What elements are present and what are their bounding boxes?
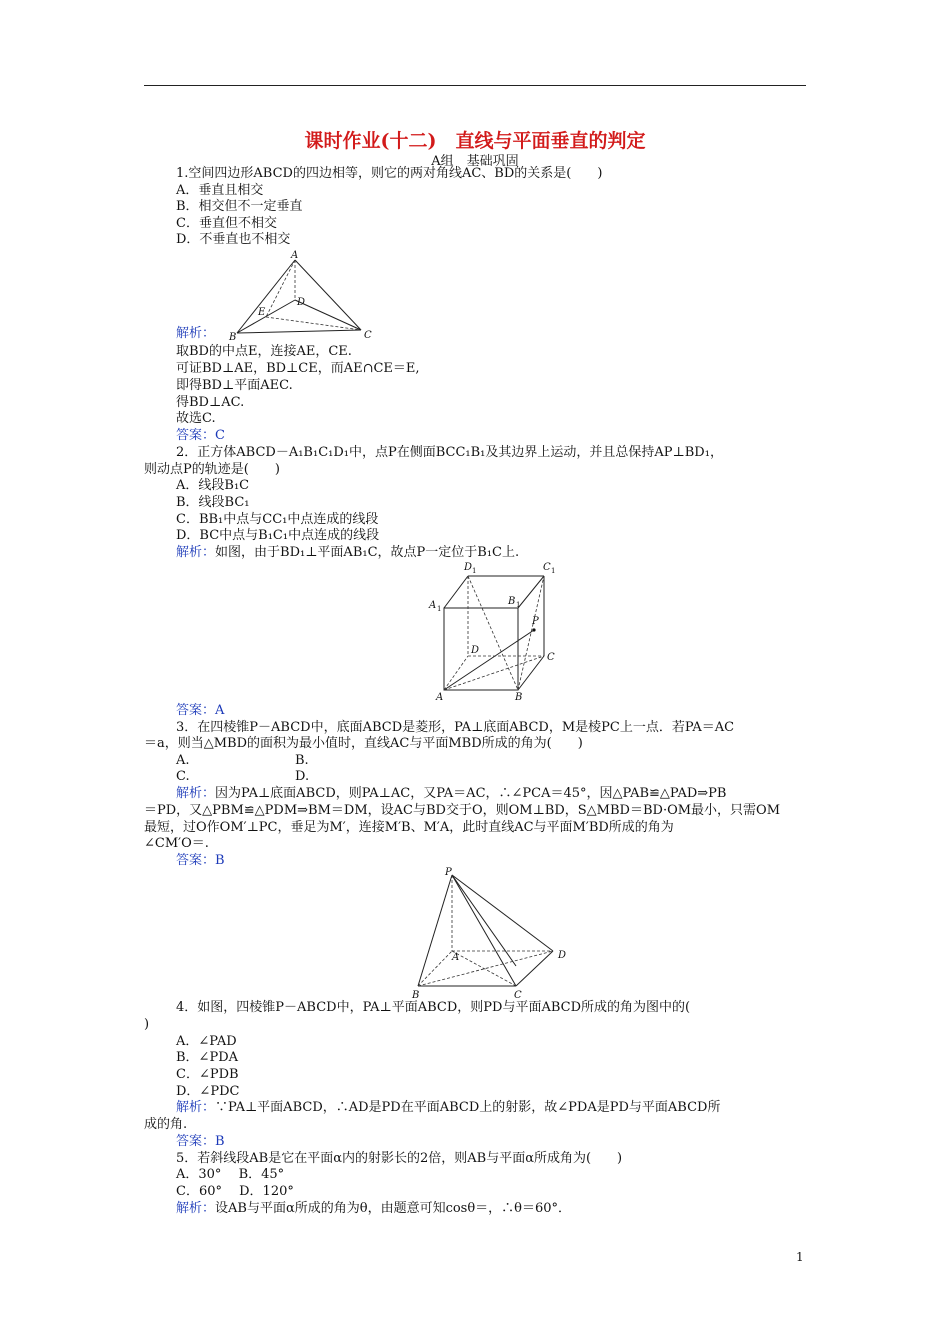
figure-pyramid xyxy=(408,866,578,1004)
fig2-label-c1: C xyxy=(543,562,551,573)
fig2-label-p: P xyxy=(532,616,539,627)
q2-option-c: C．BB₁中点与CC₁中点连成的线段 xyxy=(176,512,379,527)
q4-option-c: C．∠PDB xyxy=(176,1067,239,1082)
fig2-label-a1: A xyxy=(429,600,437,611)
q2-stem-line: 则动点P的轨迹是( ) xyxy=(144,462,280,477)
fig1-label-c: C xyxy=(364,330,372,341)
fig2-subscript: 1 xyxy=(437,605,442,613)
fig2-subscript: 1 xyxy=(472,567,477,575)
header-rule xyxy=(144,85,806,86)
fig3-label-d: D xyxy=(558,950,567,961)
fig1-label-b: B xyxy=(229,332,237,343)
q3-option-d: D. xyxy=(295,769,310,784)
q4-analysis-label: 解析： xyxy=(176,1100,216,1115)
q3-answer: 答案：B xyxy=(176,853,225,868)
q5-analysis xyxy=(176,1201,571,1217)
fig2-label-c: C xyxy=(547,652,555,663)
fig3-label-p: P xyxy=(445,867,452,878)
fig3-label-b: B xyxy=(412,990,420,1001)
q3-analysis-label: 解析： xyxy=(176,786,216,801)
q1-analysis-line: 可证BD⊥AE，BD⊥CE，而AE∩CE＝E, xyxy=(176,361,420,376)
q1-option-b: B．相交但不一定垂直 xyxy=(176,199,303,214)
q3-analysis-line: ＝PD，又△PBM≌△PDM⇒BM＝DM，设AC与BD交于O，则OM⊥BD，S△MBD＝BD·OM最小，只需OM xyxy=(144,803,781,818)
q4-option-d: D．∠PDC xyxy=(176,1084,240,1099)
q1-option-d: D．不垂直也不相交 xyxy=(176,232,291,247)
figure-cube xyxy=(426,558,566,703)
q4-analysis-line: 成的角. xyxy=(144,1117,188,1132)
q3-option-a: A. xyxy=(176,753,190,768)
fig3-label-a: A xyxy=(452,952,460,963)
q1-option-a: A．垂直且相交 xyxy=(176,183,264,198)
q3-stem-line: 3．在四棱锥P－ABCD中，底面ABCD是菱形，PA⊥底面ABCD，M是棱PC上一点．若PA＝AC xyxy=(176,720,735,735)
q3-analysis-text: 因为PA⊥底面ABCD，则PA⊥AC，又PA＝AC，∴∠PCA＝45°，因△PAB≌△PAD⇒PB xyxy=(215,786,727,801)
page-number: 1 xyxy=(796,1250,804,1264)
q3-option-c: C. xyxy=(176,769,190,784)
q2-answer: 答案：A xyxy=(176,703,225,718)
fig2-label-d: D xyxy=(471,645,480,656)
q4-analysis-text: ∵PA⊥平面ABCD，∴AD是PD在平面ABCD上的射影，故∠PDA是PD与平面ABCD所 xyxy=(215,1100,721,1115)
q2-analysis-text: 如图，由于BD₁⊥平面AB₁C，故点P一定位于B₁C上. xyxy=(215,545,520,560)
q5-options-row: C．60° D．120° xyxy=(176,1184,294,1199)
q5-analysis-label: 解析： xyxy=(176,1201,216,1216)
q2-stem-line: 2．正方体ABCD－A₁B₁C₁D₁中，点P在侧面BCC₁B₁及其边界上运动，并且总保持AP⊥BD₁， xyxy=(176,445,723,460)
fig2-label-b1: B xyxy=(508,596,516,607)
q3-analysis xyxy=(176,786,726,802)
fig3-label-c: C xyxy=(514,990,522,1001)
q3-stem-line: ＝a，则当△MBD的面积为最小值时，直线AC与平面MBD所成的角为( ) xyxy=(144,736,583,751)
q3-analysis-line: ∠CM′O＝. xyxy=(144,836,209,851)
q4-answer: 答案：B xyxy=(176,1134,225,1149)
page-title: 课时作业(十二) 直线与平面垂直的判定 xyxy=(304,130,646,152)
q4-option-a: A．∠PAD xyxy=(176,1034,237,1049)
q1-analysis-line: 即得BD⊥平面AEC. xyxy=(176,378,293,393)
figure-tetrahedron xyxy=(225,248,385,343)
fig1-label-e: E xyxy=(258,307,266,318)
fig2-label-b: B xyxy=(515,692,523,703)
q1-option-c: C．垂直但不相交 xyxy=(176,216,277,231)
q5-stem: 5．若斜线段AB是它在平面α内的射影长的2倍，则AB与平面α所成角为( ) xyxy=(176,1151,623,1166)
q1-analysis-line: 取BD的中点E，连接AE，CE. xyxy=(176,344,352,359)
q2-option-b: B．线段BC₁ xyxy=(176,495,250,510)
fig2-label-a: A xyxy=(436,692,444,703)
q3-option-b: B. xyxy=(295,753,309,768)
q2-analysis-label: 解析： xyxy=(176,545,216,560)
q5-analysis-text: 设AB与平面α所成的角为θ，由题意可知cosθ＝，∴θ＝60°． xyxy=(215,1201,572,1216)
q5-options-row: A．30° B．45° xyxy=(176,1167,285,1182)
q4-stem-line: ) xyxy=(144,1017,150,1032)
fig2-subscript: 1 xyxy=(551,567,556,575)
q4-option-b: B．∠PDA xyxy=(176,1050,239,1065)
q1-answer: 答案：C xyxy=(176,428,225,443)
group-heading: A组 基础巩固 xyxy=(431,154,519,169)
q4-analysis xyxy=(176,1100,720,1116)
q3-analysis-line: 最短，过O作OM′⊥PC，垂足为M′，连接M′B、M′A，此时直线AC与平面M′BD所成的角为 xyxy=(144,820,674,835)
q1-stem: 1.空间四边形ABCD的四边相等，则它的两对角线AC、BD的关系是( ) xyxy=(176,166,603,181)
q4-stem-line: 4．如图，四棱锥P－ABCD中，PA⊥平面ABCD，则PD与平面ABCD所成的角为图中的( xyxy=(176,1000,691,1015)
q2-option-d: D．BC中点与B₁C₁中点连成的线段 xyxy=(176,528,380,543)
q1-analysis-line: 得BD⊥AC. xyxy=(176,395,245,410)
q1-analysis-label: 解析： xyxy=(176,326,216,341)
fig2-label-d1: D xyxy=(464,562,473,573)
fig1-label-d: D xyxy=(297,297,306,308)
fig1-label-a: A xyxy=(291,250,299,261)
fig2-subscript: 1 xyxy=(516,601,521,609)
q2-option-a: A．线段B₁C xyxy=(176,478,250,493)
q1-analysis-line: 故选C. xyxy=(176,411,216,426)
